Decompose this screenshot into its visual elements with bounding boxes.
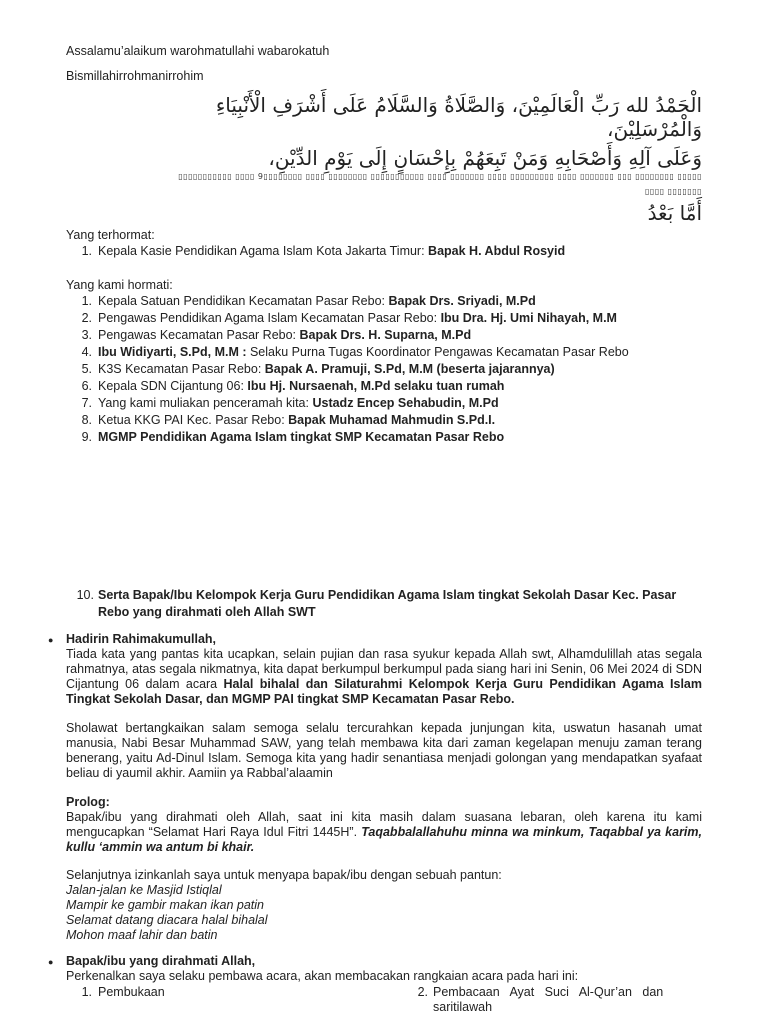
arabic-line-1: الْحَمْدُ لله رَبِّ الْعَالَمِيْنَ، وَالصَّلَاةُ وَالسَّلَامُ عَلَى أَشْرَفِ الْأَنْبِيَاءِ	[215, 93, 702, 117]
item10-line2: Rebo yang dirahmati oleh Allah SWT	[98, 605, 316, 619]
list-item: 3. Pengawas Kecamatan Pasar Rebo: Bapak Drs. H. Suparna, M.Pd	[81, 328, 472, 342]
prolog-heading: Prolog:	[66, 795, 110, 809]
pantun-intro: Selanjutnya izinkanlah saya untuk menyapa bapak/ibu dengan sebuah pantun:	[66, 868, 502, 882]
arabic-line-3: وَعَلَى آلِهِ وَأَصْحَابِهِ وَمَنْ تَبِعَهُمْ بِإِحْسَانٍ إِلَى يَوْمِ الدِّيْنِ،	[268, 146, 702, 170]
section1-heading: Hadirin Rahimakumullah,	[66, 632, 217, 646]
bullet-icon: ●	[48, 957, 54, 967]
arabic-line-4a: ▯▯▯▯▯ ▯▯▯▯▯▯▯▯ ▯▯▯ ▯▯▯▯▯▯▯ ▯▯▯▯ ▯▯▯▯▯▯▯▯▯ ▯▯▯▯ ▯▯▯▯▯▯▯ ▯▯▯▯ ▯▯▯▯▯▯▯▯▯▯▯ ▯▯▯▯▯▯▯▯ ▯▯▯▯ ▯▯▯▯▯▯▯▯9 ▯▯▯▯ ▯▯▯▯▯▯▯▯▯▯▯	[178, 172, 702, 181]
list-item: 8. Ketua KKG PAI Kec. Pasar Rebo: Bapak Muhamad Mahmudin S.Pd.I.	[81, 413, 496, 427]
hormati-list	[66, 294, 629, 447]
item10-num: 10.	[76, 588, 94, 602]
pantun-line: Jalan-jalan ke Masjid Istiqlal	[66, 883, 222, 897]
hormati-heading: Yang kami hormati:	[66, 278, 173, 292]
pantun-line: Mohon maaf lahir dan batin	[66, 928, 218, 942]
list-item: 2. Pengawas Pendidikan Agama Islam Kecamatan Pasar Rebo: Ibu Dra. Hj. Umi Nihayah, M.M	[81, 311, 617, 325]
section1-paragraph-1: Tiada kata yang pantas kita ucapkan, selain pujian dan rasa syukur kepada Allah swt, Alhamdulillah atas segala rahmatnya, atas segala nikmatnya, kita dapat berkumpul berkumpul pada siang hari ini Senin, 06 Mei 2024 di SDN Cijantung 06 dalam acara Halal bihalal dan Silaturahmi Kelompok Kerja Guru Pendidikan Agama Islam Tingkat Sekolah Dasar, dan MGMP PAI tingkat SMP Kecamatan Pasar Rebo.	[66, 647, 702, 706]
list-item: 5. K3S Kecamatan Pasar Rebo: Bapak A. Pramuji, S.Pd, M.M (beserta jajarannya)	[81, 362, 555, 376]
section1-paragraph-2: Sholawat bertangkaikan salam semoga selalu tercurahkan kepada junjungan kita, uswatun hasanah umat manusia, Nabi Besar Muhammad SAW, yang telah membawa kita dari zaman kegelapan menuju zaman terang benerang, yaitu Ad-Dinul Islam. Semoga kita yang hadir senantiasa menjadi golongan yang mendapatkan syafaat beliau di yaumil akhir. Aamiin ya Rabbal’alaamin	[66, 721, 702, 780]
terhormat-list	[66, 244, 565, 261]
item10-line1: Serta Bapak/Ibu Kelompok Kerja Guru Pendidikan Agama Islam tingkat Sekolah Dasar Kec. Pasar	[98, 588, 677, 602]
list-item: 6. Kepala SDN Cijantung 06: Ibu Hj. Nursaenah, M.Pd selaku tuan rumah	[81, 379, 505, 393]
section2-intro: Perkenalkan saya selaku pembawa acara, akan membacakan rangkaian acara pada hari ini:	[66, 969, 579, 983]
greeting-line: Assalamu’alaikum warohmatullahi wabarokatuh	[66, 44, 330, 58]
list-item: 1. Kepala Satuan Pendidikan Kecamatan Pasar Rebo: Bapak Drs. Sriyadi, M.Pd	[81, 294, 536, 308]
pantun-block	[66, 883, 268, 943]
list-item: 7. Yang kami muliakan penceramah kita: Ustadz Encep Sehabudin, M.Pd	[81, 396, 499, 410]
bismillah-line: Bismillahirrohmanirrohim	[66, 69, 204, 83]
amma-badu: أَمَّا بَعْدُ	[647, 201, 702, 225]
bullet-icon: ●	[48, 635, 54, 645]
list-item: 4. Ibu Widiyarti, S.Pd, M.M : Selaku Purna Tugas Koordinator Pengawas Kecamatan Pasar Rebo	[81, 345, 629, 359]
arabic-line-4b: ▯▯▯▯▯▯▯ ▯▯▯▯	[645, 187, 702, 196]
arabic-line-2: وَالْمُرْسَلِيْنَ،	[607, 117, 702, 141]
document-page: Assalamu’alaikum warohmatullahi wabarokatuh Bismillahirrohmanirrohim الْحَمْدُ لله رَبِّ الْعَالَمِيْنَ، وَالصَّلَاةُ وَالسَّلَامُ عَلَى أَشْرَفِ الْأَنْبِيَاءِ وَالْمُرْسَلِيْنَ، وَعَلَى آلِهِ وَأَصْحَابِهِ وَمَنْ تَبِعَهُمْ بِإِحْسَانٍ إِلَى يَوْمِ الدِّيْنِ، ▯▯▯▯▯ ▯▯▯▯▯▯▯▯ ▯▯▯ ▯▯▯▯▯▯▯ ▯▯▯▯ ▯▯▯▯▯▯▯▯▯ ▯▯▯▯ ▯▯▯▯▯▯▯ ▯▯▯▯ ▯▯▯▯▯▯▯▯▯▯▯ ▯▯▯▯▯▯▯▯ ▯▯▯▯ ▯▯▯▯▯▯▯▯9 ▯▯▯▯ ▯▯▯▯▯▯▯▯▯▯▯ ▯▯▯▯▯▯▯ ▯▯▯▯ أَمَّا بَعْدُ Yang terhormat: 1. Kepala Kasie Pendidikan Agama Islam Kota Jakarta Timur: Bapak H. Abdul Rosyid Yang kami hormati: 1. Kepala Satuan Pendidikan Kecamatan Pasar Rebo: Bapak Drs. Sriyadi, M.Pd 2. Pengawas Pendidikan Agama Islam Kecamatan Pasar Rebo: Ibu Dra. Hj. Umi Nihayah, M.M 3. Pengawas Kecamatan Pasar Rebo: Bapak Drs. H. Suparna, M.Pd 4. Ibu Widiyarti, S.Pd, M.M : Selaku Purna Tugas Koordinator Pengawas Kecamatan Pasar Rebo 5. K3S Kecamatan Pasar Rebo: Bapak A. Pramuji, S.Pd, M.M (beserta jajarannya) 6. Kepala SDN Cijantung 06: Ibu Hj. Nursaenah, M.Pd selaku tuan rumah 7. Yang kami muliakan penceramah kita: Ustadz Encep Sehabudin, M.Pd 8. Ketua KKG PAI Kec. Pasar Rebo: Bapak Muhamad Mahmudin S.Pd.I. 9. MGMP Pendidikan Agama Islam tingkat SMP Kecamatan Pasar Rebo 10. Serta Bapak/Ibu Kelompok Kerja Guru Pendidikan Agama Islam tingkat Sekolah Dasar Kec. Pasar Rebo yang dirahmati oleh Allah SWT ● Hadirin Rahimakumullah, Tiada kata yang pantas kita ucapkan, selain pujian dan rasa syukur kepada Allah swt, Alhamdulillah atas segala rahmatnya, atas segala nikmatnya, kita dapat berkumpul berkumpul pada siang hari ini Senin, 06 Mei 2024 di SDN Cijantung 06 dalam acara Halal bihalal dan Silaturahmi Kelompok Kerja Guru Pendidikan Agama Islam Tingkat Sekolah Dasar, dan MGMP PAI tingkat SMP Kecamatan Pasar Rebo. Sholawat bertangkaikan salam semoga selalu tercurahkan kepada junjungan kita, uswatun hasanah umat manusia, Nabi Besar Muhammad SAW, yang telah membawa kita dari zaman kegelapan menuju zaman terang benerang, yaitu Ad-Dinul Islam. Semoga kita yang hadir senantiasa menjadi golongan yang mendapatkan syafaat beliau di yaumil akhir. Aamiin ya Rabbal’alaamin Prolog: Bapak/ibu yang dirahmati oleh Allah, saat ini kita masih dalam suasana lebaran, oleh karena itu kami mengucapkan “Selamat Hari Raya Idul Fitri 1445H”. Taqabbalallahuhu minna wa minkum, Taqabbal ya karim, kullu ‘ammin wa antum bi khair. Selanjutnya izinkanlah saya untuk menyapa bapak/ibu dengan sebuah pantun: Jalan-jalan ke Masjid Istiqlal Mampir ke gambir makan ikan patin Selamat datang diacara halal bihalal Mohon maaf lahir dan batin ● Bapak/ibu yang dirahmati Allah, Perkenalkan saya selaku pembawa acara, akan membacakan rangkaian acara pada hari ini: 1. Pembukaan 2. Pembacaan Ayat Suci Al-Qur’an dan saritilawah	[48, 44, 702, 1014]
pantun-line: Selamat datang diacara halal bihalal	[66, 913, 268, 927]
terhormat-heading: Yang terhormat:	[66, 228, 155, 242]
list-item: 9. MGMP Pendidikan Agama Islam tingkat SMP Kecamatan Pasar Rebo	[81, 430, 505, 444]
pantun-line: Mampir ke gambir makan ikan patin	[66, 898, 264, 912]
section2-heading: Bapak/ibu yang dirahmati Allah,	[66, 954, 256, 968]
list-item: 1. Kepala Kasie Pendidikan Agama Islam Kota Jakarta Timur: Bapak H. Abdul Rosyid	[81, 244, 566, 258]
prolog-paragraph: Bapak/ibu yang dirahmati oleh Allah, saat ini kita masih dalam suasana lebaran, oleh karena itu kami mengucapkan “Selamat Hari Raya Idul Fitri 1445H”. Taqabbalallahuhu minna wa minkum, Taqabbal ya karim, kullu ‘ammin wa antum bi khair.	[66, 810, 702, 854]
